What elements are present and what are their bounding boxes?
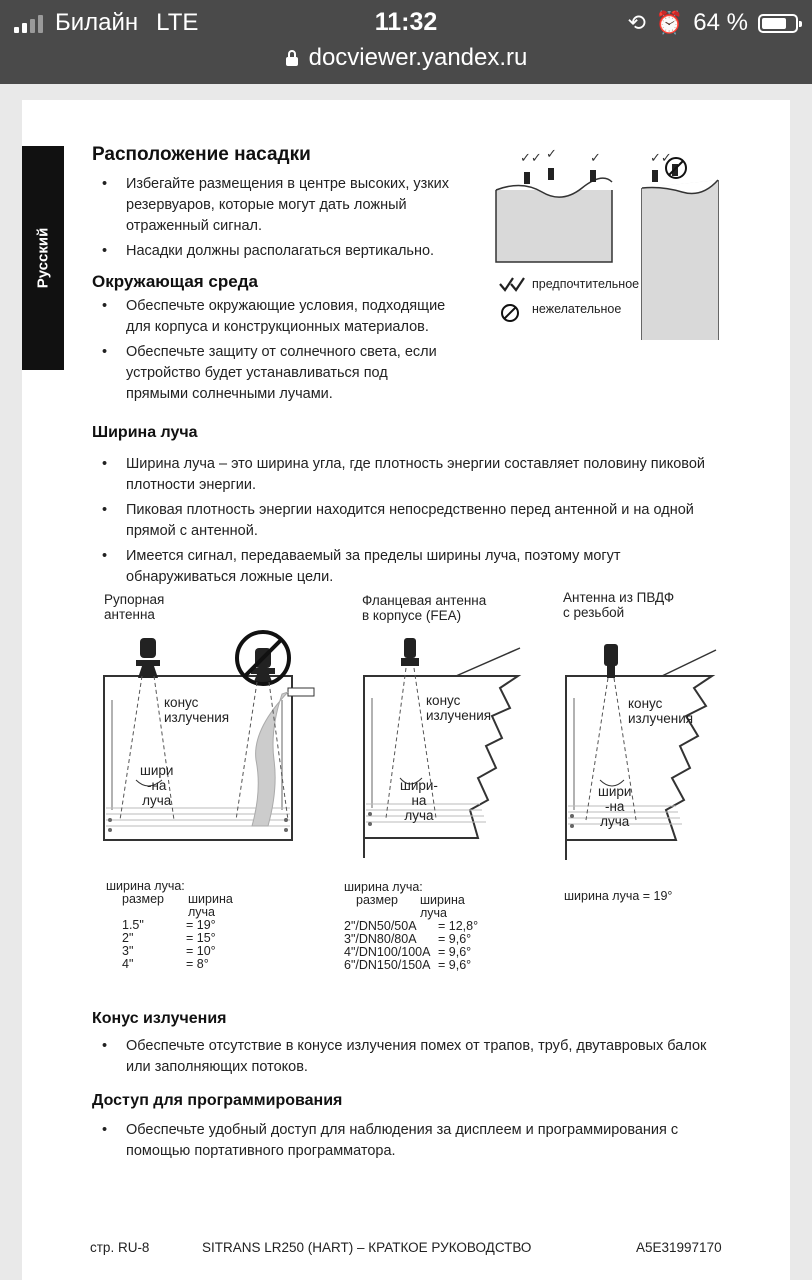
svg-text:✓✓: ✓✓: [650, 150, 672, 165]
placement-list: [92, 174, 452, 266]
table-cell: = 9,6°: [438, 945, 472, 959]
list-item: • Обеспечьте защиту от солнечного света, если устройство будет устанавливаться под прямыми солнечными лучами.: [92, 342, 452, 405]
footer-title: SITRANS LR250 (HART) – КРАТКОЕ РУКОВОДСТВО: [202, 1240, 532, 1255]
list-item: • Избегайте размещения в центре высоких, узких резервуаров, которые могут дать ложный отраженный сигнал.: [92, 174, 452, 237]
section-title-access: Доступ для программирования: [92, 1092, 343, 1109]
preferred-check-icon: [498, 276, 528, 292]
caption-fea-antenna: Фланцевая антенна в корпусе (FEA): [362, 593, 487, 623]
svg-text:✓: ✓: [590, 150, 601, 165]
horn-beamwidth-table: [106, 880, 233, 971]
battery-icon: [758, 14, 798, 33]
address-bar[interactable]: [0, 46, 812, 84]
list-item: • Имеется сигнал, передаваемый за пределы ширины луча, поэтому могут обнаруживаться ложные цели.: [92, 546, 732, 588]
legend-undesired: нежелательное: [532, 302, 622, 316]
pvdf-antenna-tank-diagram: [562, 630, 732, 850]
battery-percent: 64 %: [693, 9, 748, 36]
table-cell: = 19°: [186, 918, 216, 932]
horn-bw-size-header: размер: [122, 892, 164, 906]
table-cell: 4"/DN100/100A: [344, 945, 431, 959]
environment-list: [92, 296, 452, 409]
table-cell: 3"/DN80/80A: [344, 932, 417, 946]
list-item: • Обеспечьте отсутствие в конусе излучения помех от трапов, труб, двутавровых балок или заполняющих потоков.: [92, 1036, 732, 1078]
table-cell: 4": [122, 957, 134, 971]
caption-pvdf-antenna: Антенна из ПВДФ с резьбой: [563, 590, 675, 620]
beamwidth-list: [92, 454, 732, 592]
table-cell: 1.5": [122, 918, 144, 932]
table-cell: = 10°: [186, 944, 216, 958]
fea-beamwidth-table: [344, 881, 478, 972]
alarm-icon: ⏰: [655, 10, 684, 35]
language-tab-label: Русский: [34, 227, 52, 289]
caption-horn-antenna: Рупорная антенна: [104, 592, 165, 622]
language-tab: [22, 146, 64, 370]
table-cell: 6"/DN150/150A: [344, 958, 431, 972]
cone-label-pvdf: конус излучения: [628, 696, 694, 726]
list-item: • Ширина луча – это ширина угла, где плотность энергии составляет половину пиковой плотности энергии.: [92, 454, 732, 496]
clock: 11:32: [374, 8, 438, 36]
table-cell: 3": [122, 944, 134, 958]
prohibited-icon: [500, 303, 520, 323]
footer-page-number: стр. RU-8: [90, 1240, 150, 1255]
table-cell: = 9,6°: [438, 958, 472, 972]
lock-icon: [285, 49, 299, 67]
pvdf-beamwidth: ширина луча = 19°: [564, 889, 673, 903]
carrier-name: Билайн: [55, 9, 139, 36]
table-cell: = 12,8°: [438, 919, 479, 933]
fea-bw-size-header: размер: [356, 893, 398, 907]
fea-bw-width-header: ширина луча: [420, 893, 465, 920]
fea-bw-title: ширина луча:: [344, 880, 423, 894]
cone-label-horn: конус излучения: [164, 695, 230, 725]
cone-list: [92, 1036, 732, 1082]
table-cell: = 15°: [186, 931, 216, 945]
horn-antenna-tank-diagram: [102, 620, 332, 845]
beam-label-horn: шири -на луча: [140, 763, 174, 808]
document-page: [22, 100, 790, 1280]
url-text: docviewer.yandex.ru: [308, 44, 528, 71]
rotation-lock-icon: ⟲: [627, 10, 646, 35]
access-list: [92, 1120, 732, 1166]
svg-text:✓: ✓: [546, 146, 557, 161]
legend-preferred: предпочтительное: [532, 277, 640, 291]
table-cell: = 8°: [186, 957, 209, 971]
horn-bw-width-header: ширина луча: [188, 892, 233, 919]
beam-label-pvdf: шири -на луча: [598, 784, 632, 829]
table-row: [122, 958, 216, 971]
beam-label-fea: шири- на луча: [400, 778, 438, 823]
list-item: • Пиковая плотность энергии находится непосредственно перед антенной и на одной прямой с антенной.: [92, 500, 732, 542]
svg-text:✓✓: ✓✓: [520, 150, 542, 165]
horn-bw-title: ширина луча:: [106, 879, 185, 893]
network-type: LTE: [156, 9, 199, 36]
list-item: • Насадки должны располагаться вертикально.: [92, 241, 452, 262]
list-item: • Обеспечьте удобный доступ для наблюдения за дисплеем и программирования с помощью портативного программатора.: [92, 1120, 732, 1162]
list-item: • Обеспечьте окружающие условия, подходящие для корпуса и конструкционных материалов.: [92, 296, 452, 338]
section-title-cone: Конус излучения: [92, 1010, 227, 1027]
table-cell: 2"/DN50/50A: [344, 919, 417, 933]
footer-code: A5E31997170: [636, 1240, 722, 1255]
table-row: [344, 959, 478, 972]
section-title-environment: Окружающая среда: [92, 272, 258, 291]
table-cell: 2": [122, 931, 134, 945]
fea-antenna-tank-diagram: [360, 628, 530, 848]
section-title-placement: Расположение насадки: [92, 144, 311, 165]
cone-label-fea: конус излучения: [426, 693, 492, 723]
table-cell: = 9,6°: [438, 932, 472, 946]
status-bar: [0, 0, 812, 46]
section-title-beamwidth: Ширина луча: [92, 424, 198, 441]
